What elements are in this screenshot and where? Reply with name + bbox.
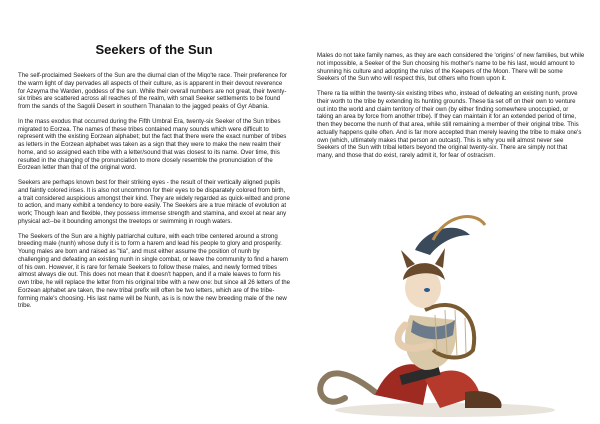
paragraph: In the mass exodus that occurred during the Fifth Umbral Era, twenty-six Seeker of the Sun tribes migrated to Eorzea. The names of these tribes contained many sounds which were difficult to represent with the existing Eorzean alphabet; but the fact that there were the exact number of tribes as letters in the Eorzean alphabet was taken as a sign that they were to make the new realm their home, and so assigned each tribe with a letter/sound that was closest to its name. Over time, this resulted in the changing of the pronunciation to more closely resemble the pronunciation of the Eorzean letter than that of the original word. xyxy=(18,117,287,172)
miqote-illustration xyxy=(305,210,597,420)
paragraph: Seekers are perhaps known best for their striking eyes - the result of their vertically aligned pupils and faintly colored irises. It is also not uncommon for their eyes to be disparately colored from birth, a trait considered auspicious amongst their kind. They are widely regarded as quick-witted and prone to action, and many exhibit a tendency to bore easily. The Seekers are a true miracle of evolution at work; Though lean and flexible, they possess immense strength and stamina, and excel at near any physical act--be it bounding amongst the treetops or swimming in rough waters. xyxy=(18,179,290,225)
paragraph: The Seekers of the Sun are a highly patriarchal culture, with each tribe centered around a strong breeding male (nunh) whose duty it is to form a harem and lead his people to glory and prosperity. Young males are born and raised as "tia", and must either assume the position of nunh by challenging and defeating an existing nunh in single combat, or leave the community to find a harem of his own. However, it is rare for female Seekers to follow these males, and newly formed tribes almost always die out. This does not mean that it doesn't happen, and if a male leaves to form his own tribe, he will replace the letter from his original tribe with a new one: but since all 26 letters of the Eorzean alphabet are taken, the new tribal prefix will often be two letters, which are of the tribe-forming male's choosing. His last name will be Nunh, as is is now the new breeding male of the new tribe. xyxy=(18,232,290,310)
left-column xyxy=(18,42,290,317)
paragraph: The self-proclaimed Seekers of the Sun are the diurnal clan of the Miqo'te race. Their preference for the warm light of day pervades all aspects of their culture, as is apparent in their devout reverence for Azeyma the Warden, goddess of the sun. While their overall numbers are not great, their twenty-six tribes are scattered across all reaches of the realm, with small Seeker settlements to be found from the sands of the Sagolii Desert in southern Thanalan to the jagged peaks of Gyr Abania. xyxy=(18,72,287,110)
paragraph: Males do not take family names, as they are each considered the 'origins' of new families, but while not impossible, a Seeker of the Sun choosing his mother's name to be his last, would amount to shunning his culture and adopting the rules of the Keepers of the Moon. There will be some Seekers of the Sun who will respect this, but others who frown upon it. xyxy=(317,52,585,83)
page-title: Seekers of the Sun xyxy=(95,42,213,57)
paragraph: There ra tia within the twenty-six existing tribes who, instead of defeating an existing nunh, prove their worth to the tribe by extending its hunting grounds. These tia set off on their own to venture out into the world and claim territory of their own (by either finding somewhere unoccupied, or taking an area by force from another tribe). If they can maintain it for an extended period of time, then they become the nunh of that area, while still remaining a member of their original tribe. This actually happens quite often. And is far more accepted than merely leaving the tribe to make one's own (which, ultimately makes that person an outcast). This is why you will almost never see Seekers of the Sun with tribal letters beyond the original twenty-six. There are simply not that many, and those that do exist, rarely admit it, for fear of ostracism. xyxy=(317,90,582,159)
right-column xyxy=(317,52,585,167)
